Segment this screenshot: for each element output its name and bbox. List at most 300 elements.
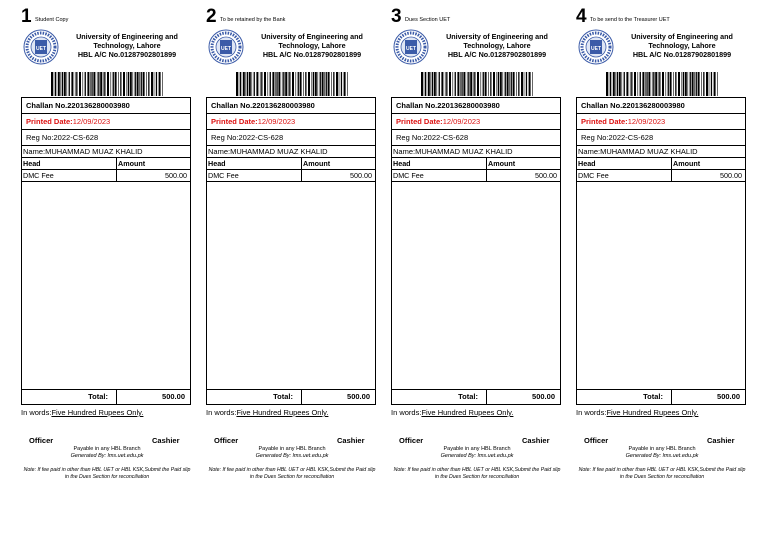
barcode-bar (254, 72, 255, 96)
barcode-bar (118, 72, 119, 96)
challan-table (21, 97, 191, 405)
university-info (618, 32, 746, 59)
words-label: In words: (576, 408, 607, 417)
words-value: Five Hundred Rupees Only. (236, 408, 329, 417)
copy-header (21, 6, 193, 28)
barcode-bar (76, 72, 77, 96)
cashier-label: Cashier (337, 436, 365, 445)
barcode-bar (619, 72, 621, 96)
barcode-bar (111, 72, 112, 96)
barcode-bar (653, 72, 654, 96)
barcode-bar (283, 72, 284, 96)
barcode-bar (509, 72, 510, 96)
barcode-bar (659, 72, 660, 96)
amount-column-header: Amount (488, 159, 516, 168)
barcode-bar (315, 72, 317, 96)
barcode-bar (507, 72, 509, 96)
barcode-bar (113, 72, 114, 96)
barcode (236, 72, 348, 96)
total-label: Total: (392, 390, 487, 404)
barcode-bar (675, 72, 676, 96)
barcode-bar (67, 72, 68, 96)
barcode-bar (278, 72, 280, 96)
barcode-bar (154, 72, 155, 96)
reg-number: Reg No:2022-CS-628 (207, 130, 375, 146)
copy-label: To be send to the Treasurer UET (590, 17, 670, 23)
generated-by: Generated By: lms.uet.edu.pk (255, 453, 329, 459)
university-info (433, 32, 561, 59)
student-name: Name:MUHAMMAD MUAZ KHALID (392, 146, 560, 158)
printed-date-value: 12/09/2023 (627, 117, 666, 126)
barcode-bar (626, 72, 628, 96)
barcode-bar (473, 72, 474, 96)
officer-label: Officer (214, 436, 239, 445)
barcode-bar (652, 72, 653, 96)
barcode-bar (498, 72, 499, 96)
challan-table (206, 97, 376, 405)
university-name-line1: University of Engineering and (261, 32, 363, 41)
barcode-bar (694, 72, 695, 96)
head-column-header: Head (392, 158, 487, 169)
barcode-bar (453, 72, 454, 96)
barcode-bar (631, 72, 632, 96)
university-info (248, 32, 376, 59)
barcode-bar (655, 72, 657, 96)
barcode-bar (318, 72, 319, 96)
barcode-bar (159, 72, 161, 96)
copy-number: 2 (206, 6, 217, 27)
barcode-bar (521, 72, 523, 96)
logo-text: UET (406, 46, 416, 52)
barcode-bar (268, 72, 269, 96)
total-row (577, 390, 745, 404)
university-header (21, 28, 193, 66)
reconciliation-note: Note: If fee paid in other than HBL UET or HBL KSK,Submit the Paid slip in the Dues Section for reconciliation (578, 467, 746, 480)
total-label: Total: (22, 390, 117, 404)
copy-label: To be retained by the Bank (220, 17, 286, 23)
printed-date-label: Printed Date: (211, 117, 258, 126)
barcode-bar (646, 72, 647, 96)
barcode-bar (617, 72, 618, 96)
head-column-header: Head (207, 158, 302, 169)
barcode-bar (303, 72, 304, 96)
barcode-bar (239, 72, 240, 96)
printed-date (207, 114, 375, 130)
barcode-bar (470, 72, 472, 96)
barcode-bar (678, 72, 680, 96)
university-name-line1: University of Engineering and (631, 32, 733, 41)
barcode-bar (658, 72, 659, 96)
university-name-line2: Technology, Lahore (463, 41, 531, 50)
barcode-bar (298, 72, 299, 96)
barcode-bar (264, 72, 266, 96)
challan-copy (206, 6, 378, 486)
barcode-bar (246, 72, 247, 96)
barcode-bar (490, 72, 491, 96)
barcode-bar (331, 72, 332, 96)
words-label: In words: (206, 408, 237, 417)
amount-in-words (576, 408, 698, 417)
fee-head: DMC Fee (207, 170, 302, 181)
copy-number: 1 (21, 6, 32, 27)
barcode-bar (93, 72, 95, 96)
barcode-bar (313, 72, 314, 96)
words-value: Five Hundred Rupees Only. (51, 408, 144, 417)
barcode-bar (243, 72, 245, 96)
barcode-bar (445, 72, 446, 96)
university-header (391, 28, 563, 66)
bank-account: HBL A/C No.01287902801899 (632, 50, 732, 59)
barcode-bar (54, 72, 55, 96)
table-body-space (207, 182, 375, 390)
logo-text: UET (591, 46, 601, 52)
barcode-bar (513, 72, 515, 96)
printed-date-label: Printed Date: (26, 117, 73, 126)
barcode-bar (135, 72, 136, 96)
university-name-line2: Technology, Lahore (648, 41, 716, 50)
logo-text: UET (36, 46, 46, 52)
barcode-bar (497, 72, 498, 96)
barcode-bar (648, 72, 650, 96)
payment-info (576, 446, 748, 460)
barcode-bar (461, 72, 462, 96)
barcode-bar (292, 72, 294, 96)
barcode-bar (606, 72, 608, 96)
university-header (576, 28, 748, 66)
barcode-bar (624, 72, 625, 96)
barcode-bar (276, 72, 277, 96)
barcode-bar (696, 72, 697, 96)
payment-info (206, 446, 378, 460)
barcode-bar (162, 72, 163, 96)
total-value: 500.00 (162, 392, 185, 401)
barcode-bar (505, 72, 506, 96)
fee-head: DMC Fee (392, 170, 487, 181)
amount-in-words (206, 408, 328, 417)
barcode-bar (609, 72, 610, 96)
cashier-label: Cashier (707, 436, 735, 445)
barcode-bar (645, 72, 646, 96)
barcode-bar (703, 72, 704, 96)
barcode-bar (100, 72, 102, 96)
payable-text: Payable in any HBL Branch (73, 446, 141, 452)
barcode-bar (85, 72, 86, 96)
barcode-bar (120, 72, 121, 96)
barcode-bar (240, 72, 241, 96)
barcode-bar (128, 72, 129, 96)
barcode-bar (308, 72, 310, 96)
copy-header (206, 6, 378, 28)
barcode-bar (431, 72, 432, 96)
barcode-bar (61, 72, 62, 96)
barcode-bar (347, 72, 348, 96)
reg-number: Reg No:2022-CS-628 (392, 130, 560, 146)
barcode-bar (437, 72, 438, 96)
barcode-bar (634, 72, 636, 96)
barcode-bar (446, 72, 447, 96)
barcode-bar (640, 72, 641, 96)
barcode-bar (324, 72, 325, 96)
table-row (577, 170, 745, 182)
barcode-bar (249, 72, 251, 96)
generated-by: Generated By: lms.uet.edu.pk (440, 453, 514, 459)
barcode-bar (630, 72, 631, 96)
fee-head: DMC Fee (22, 170, 117, 181)
barcode-bar (97, 72, 98, 96)
printed-date-value: 12/09/2023 (72, 117, 111, 126)
table-row (22, 170, 190, 182)
barcode-bar (270, 72, 271, 96)
barcode-bar (104, 72, 105, 96)
payable-text: Payable in any HBL Branch (258, 446, 326, 452)
barcode-bar (91, 72, 92, 96)
barcode-bar (662, 72, 664, 96)
student-name: Name:MUHAMMAD MUAZ KHALID (22, 146, 190, 158)
payment-info (391, 446, 563, 460)
generated-by: Generated By: lms.uet.edu.pk (70, 453, 144, 459)
barcode-bar (55, 72, 56, 96)
bank-account: HBL A/C No.01287902801899 (77, 50, 177, 59)
table-header (207, 158, 375, 170)
barcode-bar (524, 72, 525, 96)
fee-amount: 500.00 (720, 171, 742, 180)
challan-copy (21, 6, 193, 486)
barcode-bar (236, 72, 238, 96)
barcode-bar (305, 72, 306, 96)
university-header (206, 28, 378, 66)
barcode (606, 72, 718, 96)
barcode-bar (460, 72, 461, 96)
barcode-bar (148, 72, 149, 96)
challan-table (391, 97, 561, 405)
barcode-bar (714, 72, 716, 96)
barcode-bar (683, 72, 684, 96)
table-body-space (392, 182, 560, 390)
barcode-bar (339, 72, 340, 96)
reconciliation-note: Note: If fee paid in other than HBL UET or HBL KSK,Submit the Paid slip in the Dues Section for reconciliation (208, 467, 376, 480)
copy-number: 4 (576, 6, 587, 27)
barcode-bar (256, 72, 258, 96)
barcode-bar (711, 72, 712, 96)
barcode-bar (668, 72, 669, 96)
barcode-bar (83, 72, 84, 96)
barcode-bar (320, 72, 321, 96)
barcode-bar (673, 72, 674, 96)
barcode-bar (260, 72, 261, 96)
barcode-bar (127, 72, 128, 96)
printed-date-value: 12/09/2023 (442, 117, 481, 126)
barcode-bar (133, 72, 134, 96)
table-body-space (22, 182, 190, 390)
barcode-bar (483, 72, 484, 96)
reconciliation-note: Note: If fee paid in other than HBL UET or HBL KSK,Submit the Paid slip in the Dues Section for reconciliation (23, 467, 191, 480)
total-row (22, 390, 190, 404)
barcode-bar (326, 72, 327, 96)
words-label: In words: (21, 408, 52, 417)
challan-table (576, 97, 746, 405)
barcode-bar (107, 72, 109, 96)
barcode-bar (455, 72, 456, 96)
university-name-line1: University of Engineering and (76, 32, 178, 41)
barcode-bar (439, 72, 440, 96)
fee-amount: 500.00 (350, 171, 372, 180)
barcode-bar (449, 72, 451, 96)
amount-in-words (391, 408, 513, 417)
payment-info (21, 446, 193, 460)
copy-header (391, 6, 563, 28)
barcode-bar (312, 72, 313, 96)
barcode-bar (275, 72, 276, 96)
amount-column-header: Amount (118, 159, 146, 168)
barcode-bar (141, 72, 142, 96)
barcode-bar (282, 72, 283, 96)
barcode-bar (289, 72, 290, 96)
barcode-bar (463, 72, 465, 96)
barcode-bar (300, 72, 302, 96)
barcode-bar (518, 72, 519, 96)
barcode-bar (139, 72, 140, 96)
barcode-bar (51, 72, 53, 96)
bank-account: HBL A/C No.01287902801899 (262, 50, 362, 59)
table-body-space (577, 182, 745, 390)
barcode-bar (123, 72, 125, 96)
table-header (577, 158, 745, 170)
printed-date-label: Printed Date: (581, 117, 628, 126)
barcode-bar (58, 72, 60, 96)
barcode-bar (516, 72, 517, 96)
barcode-bar (146, 72, 147, 96)
challan-number: Challan No.220136280003980 (207, 98, 375, 114)
generated-by: Generated By: lms.uet.edu.pk (625, 453, 699, 459)
barcode-bar (690, 72, 691, 96)
amount-in-words (21, 408, 143, 417)
university-logo-icon (208, 29, 244, 65)
cashier-label: Cashier (152, 436, 180, 445)
reg-number: Reg No:2022-CS-628 (577, 130, 745, 146)
barcode-bar (62, 72, 63, 96)
barcode-bar (285, 72, 287, 96)
barcode-bar (670, 72, 672, 96)
payable-text: Payable in any HBL Branch (443, 446, 511, 452)
barcode-bar (79, 72, 81, 96)
words-label: In words: (391, 408, 422, 417)
officer-label: Officer (399, 436, 424, 445)
printed-date-value: 12/09/2023 (257, 117, 296, 126)
barcode-bar (272, 72, 274, 96)
barcode-bar (156, 72, 157, 96)
barcode-bar (666, 72, 667, 96)
university-info (63, 32, 191, 59)
total-row (207, 390, 375, 404)
barcode-bar (425, 72, 426, 96)
challan-copy (576, 6, 748, 486)
barcode-bar (336, 72, 338, 96)
barcode-bar (503, 72, 504, 96)
barcode-bar (467, 72, 468, 96)
fee-head: DMC Fee (577, 170, 672, 181)
amount-column-header: Amount (303, 159, 331, 168)
barcode-bar (532, 72, 533, 96)
barcode-bar (434, 72, 436, 96)
barcode-bar (247, 72, 248, 96)
university-name-line2: Technology, Lahore (93, 41, 161, 50)
copy-header (576, 6, 748, 28)
officer-label: Officer (29, 436, 54, 445)
barcode-bar (616, 72, 617, 96)
printed-date-label: Printed Date: (396, 117, 443, 126)
barcode-bar (511, 72, 512, 96)
barcode-bar (692, 72, 694, 96)
barcode-bar (98, 72, 99, 96)
barcode-bar (468, 72, 469, 96)
barcode-bar (421, 72, 423, 96)
printed-date (577, 114, 745, 130)
table-header (392, 158, 560, 170)
copy-label: Dues Section UET (405, 17, 451, 23)
barcode-bar (115, 72, 117, 96)
barcode-bar (706, 72, 708, 96)
officer-label: Officer (584, 436, 609, 445)
fee-amount: 500.00 (535, 171, 557, 180)
university-name-line1: University of Engineering and (446, 32, 548, 41)
barcode-bar (610, 72, 611, 96)
table-header (22, 158, 190, 170)
amount-column-header: Amount (673, 159, 701, 168)
barcode-bar (481, 72, 482, 96)
university-name-line2: Technology, Lahore (278, 41, 346, 50)
barcode-bar (333, 72, 334, 96)
reg-number: Reg No:2022-CS-628 (22, 130, 190, 146)
challan-copy (391, 6, 563, 486)
fee-amount: 500.00 (165, 171, 187, 180)
barcode-bar (432, 72, 433, 96)
barcode-bar (341, 72, 342, 96)
barcode-bar (526, 72, 527, 96)
university-logo-icon (578, 29, 614, 65)
barcode-bar (485, 72, 487, 96)
barcode (51, 72, 163, 96)
barcode-bar (130, 72, 132, 96)
barcode-bar (424, 72, 425, 96)
barcode-bar (488, 72, 489, 96)
barcode-bar (344, 72, 346, 96)
barcode-bar (474, 72, 475, 96)
payable-text: Payable in any HBL Branch (628, 446, 696, 452)
barcode-bar (252, 72, 253, 96)
words-value: Five Hundred Rupees Only. (421, 408, 514, 417)
barcode-bar (64, 72, 66, 96)
head-column-header: Head (577, 158, 672, 169)
copy-label: Student Copy (35, 17, 69, 23)
barcode-bar (493, 72, 495, 96)
challan-number: Challan No.220136280003980 (577, 98, 745, 114)
reconciliation-note: Note: If fee paid in other than HBL UET or HBL KSK,Submit the Paid slip in the Dues Section for reconciliation (393, 467, 561, 480)
barcode-bar (682, 72, 683, 96)
student-name: Name:MUHAMMAD MUAZ KHALID (577, 146, 745, 158)
university-logo-icon (393, 29, 429, 65)
barcode-bar (642, 72, 644, 96)
barcode-bar (428, 72, 430, 96)
barcode-bar (698, 72, 700, 96)
university-logo-icon (23, 29, 59, 65)
barcode-bar (296, 72, 297, 96)
table-row (207, 170, 375, 182)
barcode-bar (151, 72, 153, 96)
total-value: 500.00 (347, 392, 370, 401)
printed-date (22, 114, 190, 130)
total-label: Total: (207, 390, 302, 404)
barcode-bar (638, 72, 639, 96)
